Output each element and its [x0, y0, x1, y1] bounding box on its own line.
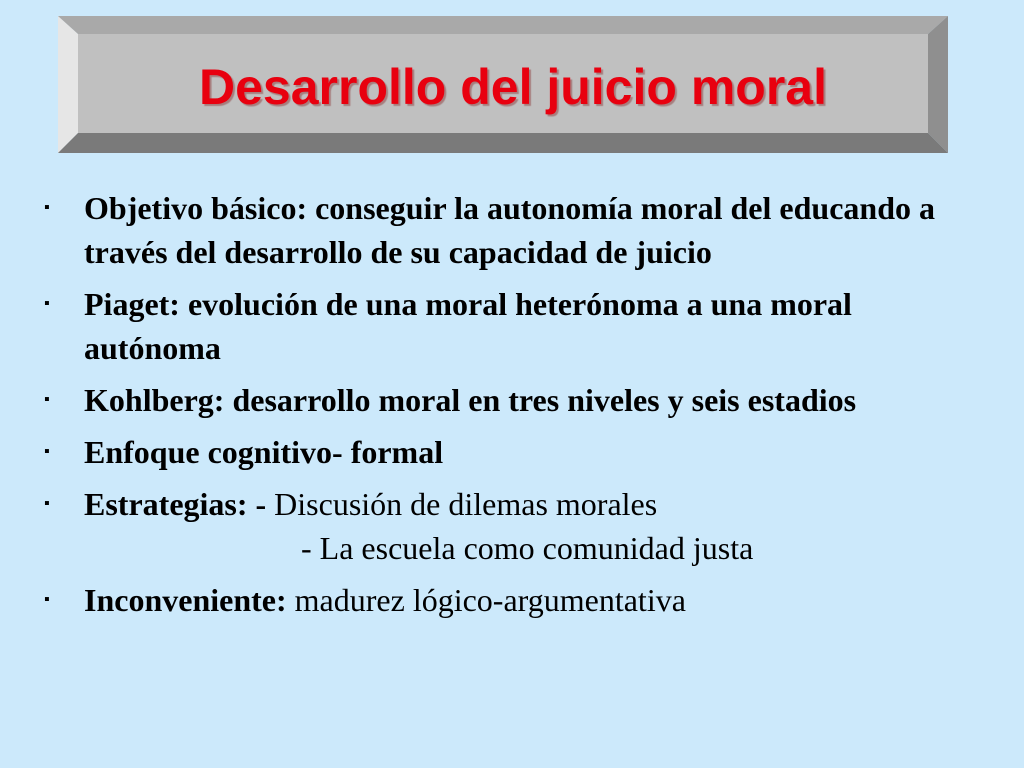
bullet-continuation-text: - La escuela como comunidad justa [301, 530, 754, 566]
bullet-text: Piaget: evolución de una moral heterónoma a una moral autónoma [84, 286, 852, 366]
bullet-label: Estrategias: - [84, 486, 275, 522]
square-bullet-icon: ▪ [44, 495, 50, 512]
bullet-text: Objetivo básico: conseguir la autonomía moral del educando a través del desarrollo de su capacidad de juicio [84, 190, 935, 270]
square-bullet-icon: ▪ [44, 391, 50, 408]
title-box [58, 16, 948, 153]
bullet-text: madurez lógico-argumentativa [294, 582, 686, 618]
square-bullet-icon: ▪ [44, 443, 50, 460]
square-bullet-icon: ▪ [44, 591, 50, 608]
square-bullet-icon: ▪ [44, 199, 50, 216]
slide-title: Desarrollo del juicio moral [199, 58, 827, 115]
bullet-list [44, 186, 984, 630]
bullet-item [44, 578, 984, 622]
bullet-text: Kohlberg: desarrollo moral en tres niveles y seis estadios [84, 382, 857, 418]
bullet-item [44, 282, 984, 370]
bullet-label: Inconveniente: [84, 582, 295, 618]
bullet-item [44, 186, 984, 274]
bullet-item [44, 378, 984, 422]
bullet-text: Discusión de dilemas morales [274, 486, 658, 522]
square-bullet-icon: ▪ [44, 295, 50, 312]
bullet-item [44, 482, 984, 570]
bullet-item [44, 430, 984, 474]
bullet-text: Enfoque cognitivo- formal [84, 434, 444, 470]
